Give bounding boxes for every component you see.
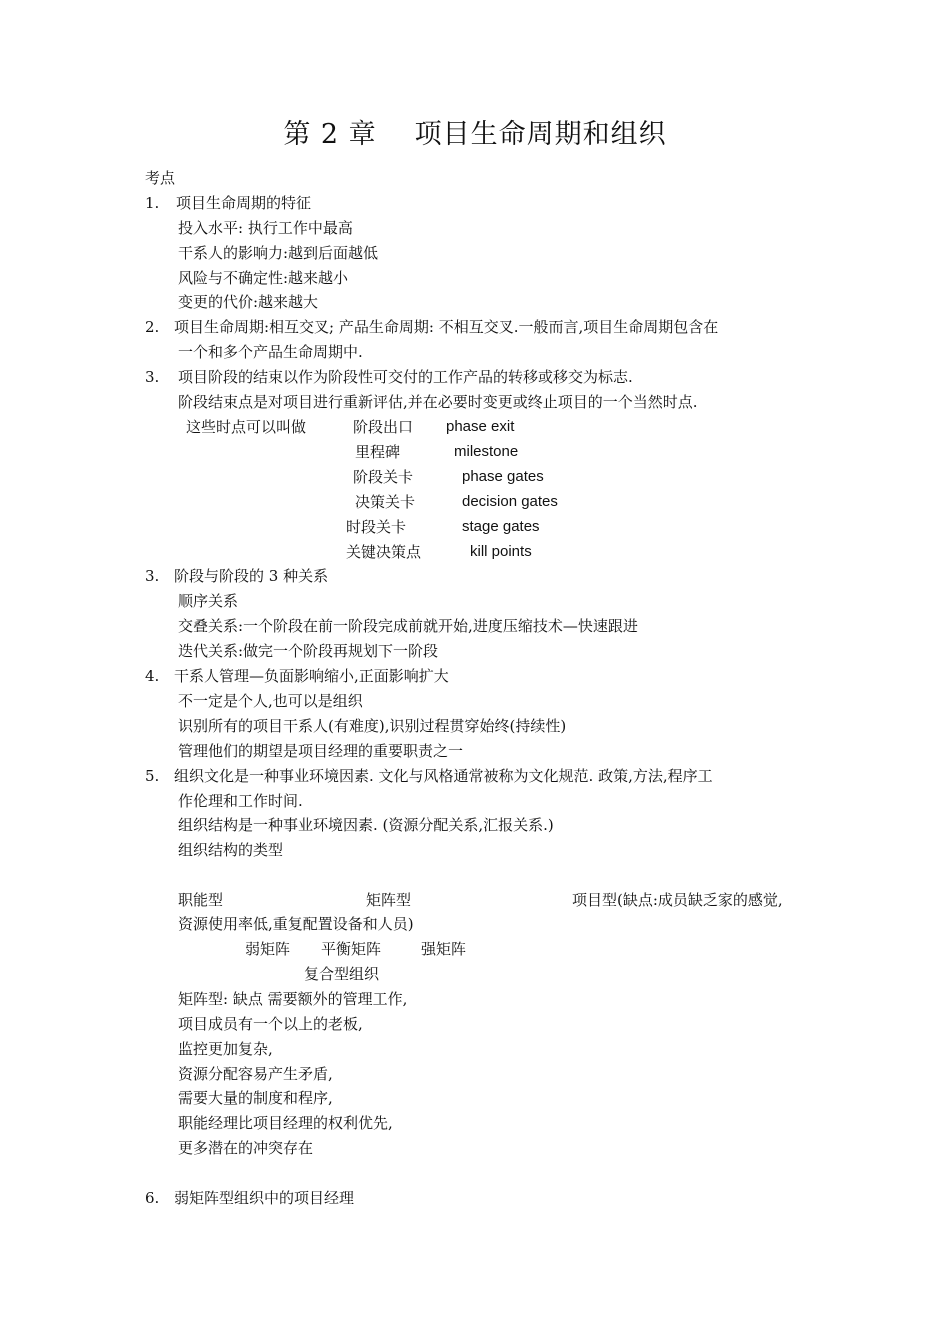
s4-item: 识别所有的项目干系人(有难度),识别过程贯穿始终(持续性) [178, 717, 567, 735]
s5-number: 5. [145, 767, 160, 785]
s3-intro: 这些时点可以叫做 [186, 418, 307, 436]
composite-org: 复合型组织 [304, 965, 380, 983]
org-type-projectized-cont: 资源使用率低,重复配置设备和人员) [178, 915, 414, 933]
s4-heading: 干系人管理—负面影响缩小,正面影响扩大 [174, 667, 449, 685]
matrix-con: 矩阵型: 缺点 需要额外的管理工作, [178, 990, 408, 1008]
s6-number: 6. [145, 1189, 160, 1207]
s6-heading: 弱矩阵型组织中的项目经理 [174, 1189, 355, 1207]
s3b-item: 交叠关系:一个阶段在前一阶段完成前就开始,进度压缩技术—快速跟进 [178, 617, 638, 635]
matrix-balanced: 平衡矩阵 [321, 940, 382, 958]
term-en: milestone [454, 443, 519, 460]
s1-item: 投入水平: 执行工作中最高 [178, 219, 353, 237]
term-en: phase gates [462, 468, 544, 485]
term-cn: 关键决策点 [346, 543, 422, 561]
org-type-functional: 职能型 [178, 891, 224, 909]
s3-number: 3. [145, 368, 160, 386]
s2-line: 项目生命周期:相互交叉; 产品生命周期: 不相互交叉.一般而言,项目生命周期包含在 [174, 318, 719, 336]
s2-number: 2. [145, 318, 160, 336]
matrix-strong: 强矩阵 [421, 940, 467, 958]
s1-number: 1. [145, 194, 160, 212]
s4-item: 不一定是个人,也可以是组织 [178, 692, 363, 710]
term-en: stage gates [462, 518, 540, 535]
matrix-con: 资源分配容易产生矛盾, [178, 1065, 333, 1083]
kaodian-label: 考点 [145, 169, 176, 187]
org-type-projectized: 项目型(缺点:成员缺乏家的感觉, [572, 891, 783, 909]
s3b-heading: 阶段与阶段的 3 种关系 [174, 567, 329, 585]
s1-item: 干系人的影响力:越到后面越低 [178, 244, 379, 262]
chapter-name: 项目生命周期和组织 [414, 119, 667, 150]
s2-line: 一个和多个产品生命周期中. [178, 343, 363, 361]
s3b-item: 顺序关系 [178, 592, 239, 610]
matrix-con: 需要大量的制度和程序, [178, 1089, 333, 1107]
s3-line: 项目阶段的结束以作为阶段性可交付的工作产品的转移或移交为标志. [178, 368, 633, 386]
term-en: kill points [470, 543, 532, 560]
term-cn: 里程碑 [355, 443, 401, 461]
term-en: phase exit [446, 418, 515, 435]
matrix-con: 项目成员有一个以上的老板, [178, 1015, 363, 1033]
matrix-con: 更多潜在的冲突存在 [178, 1139, 314, 1157]
chapter-title [0, 112, 950, 151]
s3b-item: 迭代关系:做完一个阶段再规划下一阶段 [178, 642, 439, 660]
s3b-number: 3. [145, 567, 160, 585]
s1-item: 风险与不确定性:越来越小 [178, 269, 349, 287]
term-cn: 阶段出口 [353, 418, 414, 436]
term-cn: 时段关卡 [346, 518, 407, 536]
s5-line: 组织结构的类型 [178, 841, 284, 859]
matrix-weak: 弱矩阵 [245, 940, 291, 958]
s4-item: 管理他们的期望是项目经理的重要职责之一 [178, 742, 464, 760]
term-cn: 决策关卡 [355, 493, 416, 511]
s1-heading: 项目生命周期的特征 [176, 194, 312, 212]
s5-line: 作伦理和工作时间. [178, 792, 303, 810]
matrix-con: 监控更加复杂, [178, 1040, 273, 1058]
org-type-matrix: 矩阵型 [366, 891, 412, 909]
s3-line: 阶段结束点是对项目进行重新评估,并在必要时变更或终止项目的一个当然时点. [178, 393, 698, 411]
chapter-number: 第 2 章 [283, 119, 377, 150]
matrix-con: 职能经理比项目经理的权利优先, [178, 1114, 393, 1132]
term-cn: 阶段关卡 [353, 468, 414, 486]
s1-item: 变更的代价:越来越大 [178, 293, 319, 311]
s4-number: 4. [145, 667, 160, 685]
s5-line: 组织文化是一种事业环境因素. 文化与风格通常被称为文化规范. 政策,方法,程序工 [174, 767, 713, 785]
term-en: decision gates [462, 493, 558, 510]
s5-line: 组织结构是一种事业环境因素. (资源分配关系,汇报关系.) [178, 816, 554, 834]
